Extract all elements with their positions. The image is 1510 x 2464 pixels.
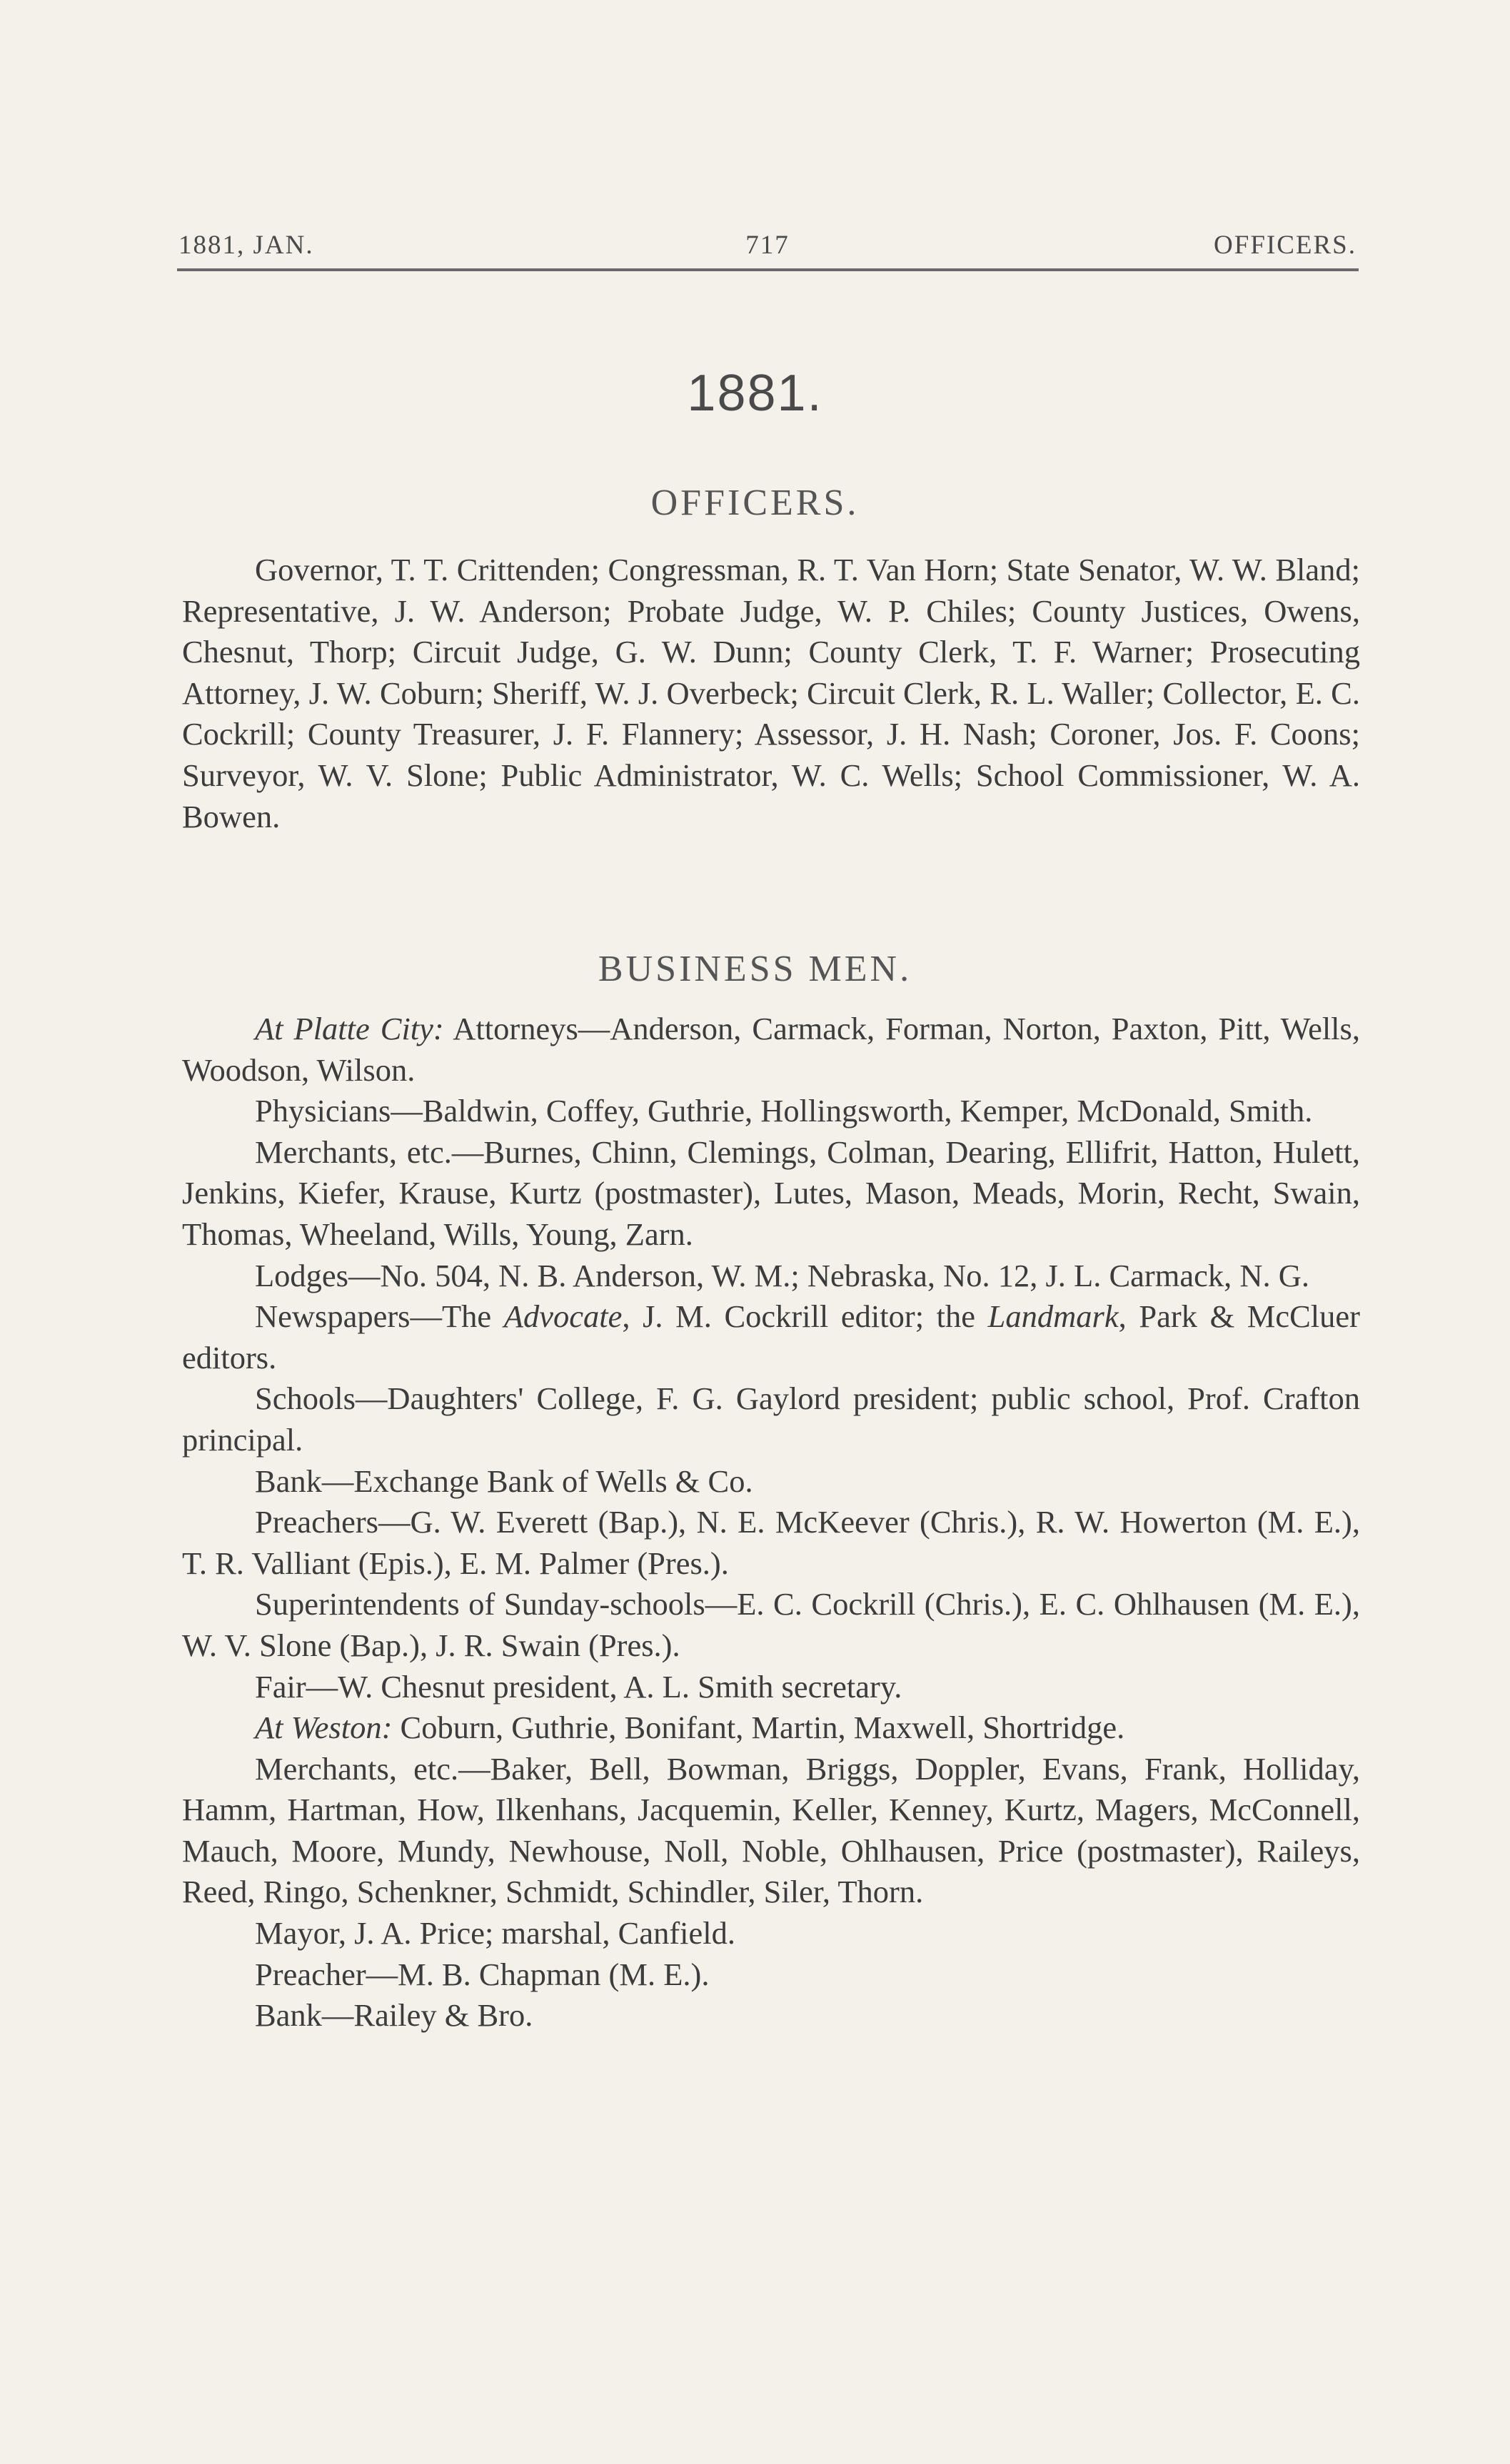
newspapers-text [182,1296,1360,1378]
platte-city-label: At Platte City: [255,1011,444,1046]
officers-heading: OFFICERS. [650,483,860,523]
running-header [178,230,1357,266]
physicians-text: Physicians—Baldwin, Coffey, Guthrie, Hollingsworth, Kemper, McDonald, Smith. [255,1093,1313,1129]
bank-platte-text: Bank—Exchange Bank of Wells & Co. [255,1463,753,1499]
officers-text: Governor, T. T. Crittenden; Congressman, R. T. Van Horn; State Senator, W. W. Bland; Representative, J. W. Anderson; Probate Judge, W. P. Chiles; County Justices, Owens, Chesnut, Thorp; Circuit Judge, G. W. Dunn; County Clerk, T. F. Warner; Prosecuting Attorney, J. W. Coburn; Sheriff, W. J. Overbeck; Circuit Clerk, R. L. Waller; Collector, E. C. Cockrill; County Treasurer, J. F. Flannery; Assessor, J. H. Nash; Coroner, Jos. F. Coons; Surveyor, W. V. Slone; Public Administrator, W. C. Wells; School Commissioner, W. A. Bowen. [182,552,1360,834]
weston-preacher-text: Preacher—M. B. Chapman (M. E.). [255,1956,710,1992]
superintendents-text: Superintendents of Sunday-schools—E. C. Cockrill (Chris.), E. C. Ohlhausen (M. E.), W. V. Slone (Bap.), J. R. Swain (Pres.). [182,1586,1360,1663]
weston-bank-text: Bank—Railey & Bro. [255,1997,533,2034]
attorneys-text: Attorneys—Anderson, Carmack, Forman, Norton, Paxton, Pitt, Wells, Woodson, Wilson. [182,1011,1360,1088]
lodges-text: Lodges—No. 504, N. B. Anderson, W. M.; Nebraska, No. 12, J. L. Carmack, N. G. [255,1257,1309,1293]
header-date: 1881, JAN. [178,231,314,260]
business-heading: BUSINESS MEN. [598,949,912,989]
advocate-title: Advocate [503,1298,623,1335]
newspapers-mid: , J. M. Cockrill editor; the [622,1298,988,1335]
mayor-text: Mayor, J. A. Price; marshal, Canfield. [255,1915,735,1951]
business-section [182,1009,1360,2036]
preachers-text: Preachers—G. W. Everett (Bap.), N. E. McKeever (Chris.), R. W. Howerton (M. E.), T. R. Valliant (Epis.), E. M. Palmer (Pres.). [182,1504,1360,1581]
header-rule [177,268,1359,271]
newspapers-suffix: , Park & McCluer editors. [182,1298,1360,1375]
weston-names: Coburn, Guthrie, Bonifant, Martin, Maxwell, Shortridge. [392,1710,1125,1746]
schools-text: Schools—Daughters' College, F. G. Gaylord president; public school, Prof. Crafton principal. [182,1380,1360,1458]
landmark-title: Landmark [987,1298,1119,1335]
weston-label: At Weston: [255,1710,393,1746]
header-section: OFFICERS. [1214,231,1357,260]
officers-paragraph [182,550,1360,837]
year-heading: 1881. [687,365,823,422]
page-number: 717 [745,231,790,260]
merchants-text: Merchants, etc.—Burnes, Chinn, Clemings, Colman, Dearing, Ellifrit, Hatton, Hulett, Jenkins, Kiefer, Krause, Kurtz (postmaster), Lutes, Mason, Meads, Morin, Recht, Swain, Thomas, Wheeland, Wills, Young, Zarn. [182,1133,1360,1252]
weston-merchants-text: Merchants, etc.—Baker, Bell, Bowman, Briggs, Doppler, Evans, Frank, Holliday, Hamm, Hartman, How, Ilkenhans, Jacquemin, Keller, Kenney, Kurtz, Magers, McConnell, Mauch, Moore, Mundy, Newhouse, Noll, Noble, Ohlhausen, Price (postmaster), Raileys, Reed, Ringo, Schenkner, Schmidt, Schindler, Siler, Thorn. [182,1750,1360,1910]
weston-paragraph [182,1707,1360,1749]
newspapers-prefix: Newspapers—The [255,1298,504,1335]
fair-text: Fair—W. Chesnut president, A. L. Smith secretary. [255,1668,902,1705]
platte-city-attorneys [182,1009,1360,1091]
